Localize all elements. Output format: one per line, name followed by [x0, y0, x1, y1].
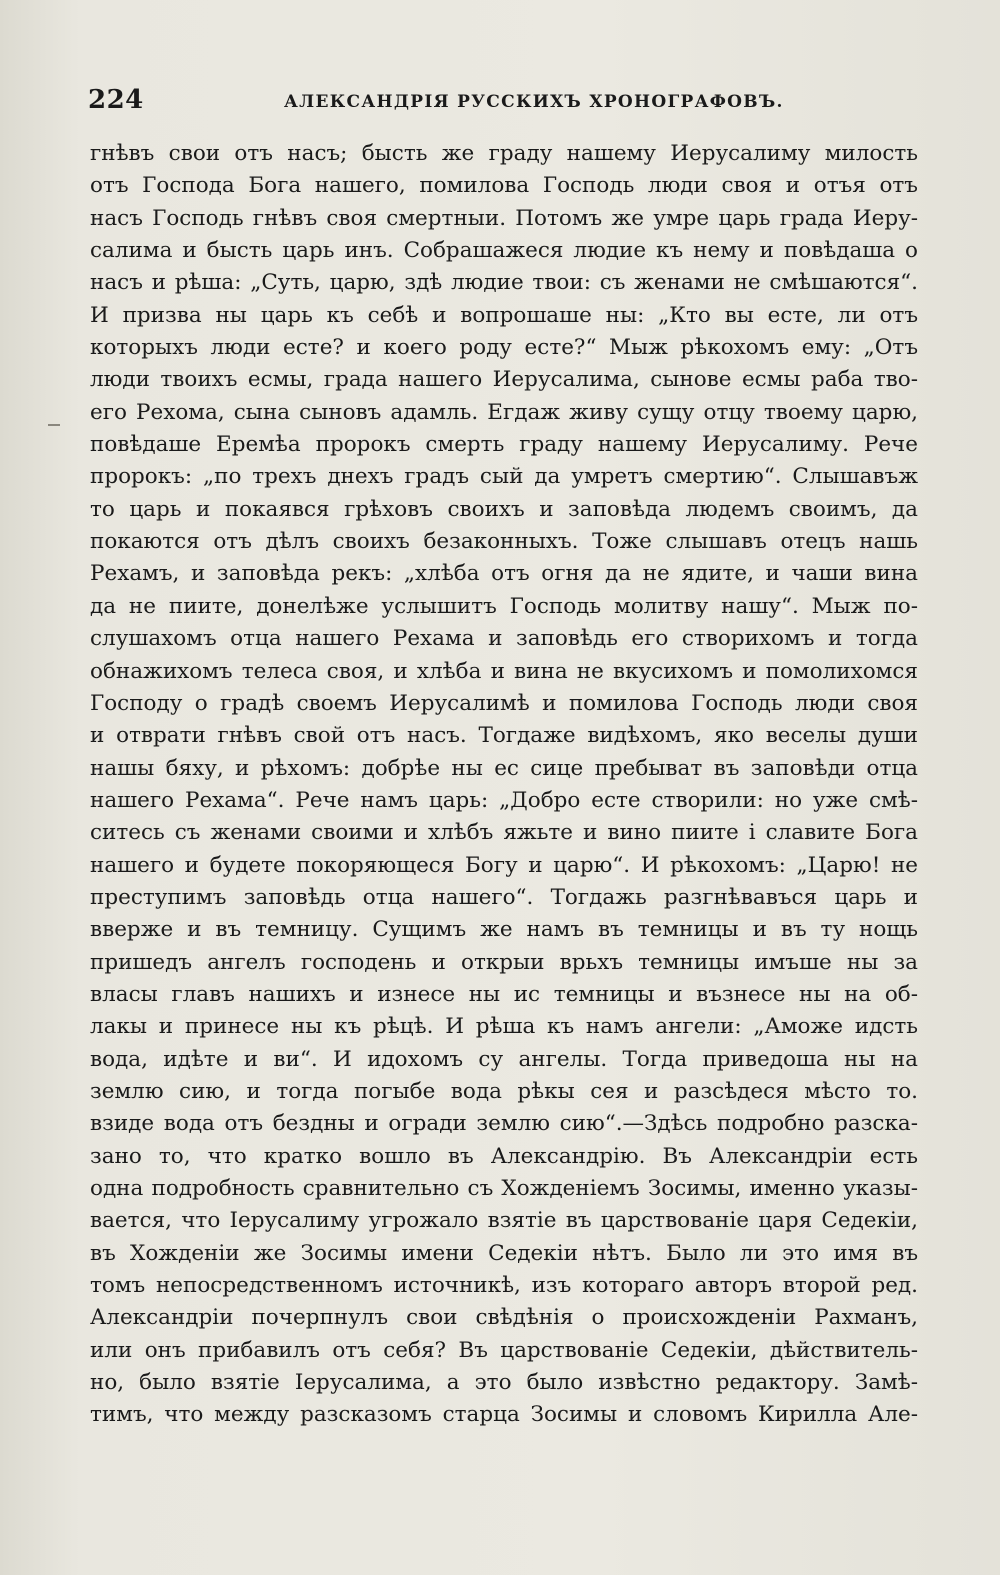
text-line: или онъ прибавилъ отъ себя? Въ царствованіе Седекіи, дѣйствитель- — [90, 1337, 918, 1363]
text-line: насъ Господь гнѣвъ своя смертныи. Потомъ же умре царь града Иеру- — [90, 205, 918, 231]
text-line: пришедъ ангелъ господень и открыи врьхъ темницы имъше ны за — [90, 949, 918, 975]
text-line: гнѣвъ свои отъ насъ; бысть же граду нашему Иерусалиму милость — [90, 141, 918, 166]
text-line: зано то, что кратко вошло въ Александрію. Въ Александріи есть — [90, 1143, 918, 1169]
text-line: тимъ, что между разсказомъ старца Зосимы и словомъ Кирилла Але- — [90, 1402, 918, 1428]
text-line: покаются отъ дѣлъ своихъ безаконныхъ. Тоже слышавъ отецъ нашь — [90, 529, 918, 555]
text-line: повѣдаше Еремѣа пророкъ смерть граду нашему Иерусалиму. Рече — [90, 432, 918, 458]
text-line: И призва ны царь къ себѣ и вопрошаше ны: „Кто вы есте, ли отъ — [90, 302, 918, 328]
text-line: Рехамъ, и заповѣда рекъ: „хлѣба отъ огня да не ядите, и чаши вина — [90, 561, 918, 587]
text-line: и отврати гнѣвъ свой отъ насъ. Тогдаже видѣхомъ, яко веселы души — [90, 723, 918, 749]
text-line: да не пиите, донелѣже услышитъ Господь молитву нашу“. Мыж по- — [90, 593, 918, 619]
text-line: вается, что Іерусалиму угрожало взятіе въ царствованіе царя Седекіи, — [90, 1208, 918, 1234]
text-line: слушахомъ отца нашего Рехама и заповѣдь его створихомъ и тогда — [90, 626, 918, 652]
text-line: землю сию, и тогда погыбе вода рѣкы сея и разсѣдеся мѣсто то. — [90, 1078, 918, 1104]
text-line: одна подробность сравнительно съ Хожденіемъ Зосимы, именно указы- — [90, 1176, 918, 1201]
text-line: вверже и въ темницу. Сущимъ же намъ въ темницы и въ ту нощь — [90, 917, 918, 943]
text-line: вода, идѣте и ви“. И идохомъ су ангелы. Тогда приведоша ны на — [90, 1046, 918, 1072]
text-line: нашего и будете покоряющеся Богу и царю“. И рѣкохомъ: „Царю! не — [90, 852, 918, 878]
text-line: люди твоихъ есмы, града нашего Иерусалима, сынове есмы раба тво- — [90, 367, 918, 393]
text-line: насъ и рѣша: „Суть, царю, здѣ людие твои: съ женами не смѣшаются“. — [90, 270, 918, 296]
text-line: которыхъ люди есте? и коего роду есте?“ Мыж рѣкохомъ ему: „Отъ — [90, 335, 918, 361]
text-line: Господу о градѣ своемъ Иерусалимѣ и помилова Господь люди своя — [90, 690, 918, 716]
text-line: лакы и принесе ны къ рѣцѣ. И рѣша къ намъ ангели: „Аможе идсть — [90, 1014, 918, 1040]
text-line: преступимъ заповѣдь отца нашего“. Тогдажь разгнѣвавъся царь и — [90, 884, 918, 910]
text-line: въ Хожденіи же Зосимы имени Седекіи нѣтъ. Было ли это имя въ — [90, 1240, 918, 1266]
text-line: обнажихомъ телеса своя, и хлѣба и вина не вкусихомъ и помолихомся — [90, 658, 918, 684]
text-line: взиде вода отъ бездны и огради землю сию“.—Здѣсь подробно разска- — [90, 1111, 918, 1137]
text-line: то царь и покаявся грѣховъ своихъ и заповѣда людемъ своимъ, да — [90, 496, 918, 522]
text-line: его Рехома, сына сыновъ адамль. Егдаж живу сущу отцу твоему царю, — [90, 399, 918, 425]
page-number: 224 — [88, 85, 144, 115]
body-text — [90, 138, 918, 1432]
text-line: пророкъ: „по трехъ днехъ градъ сый да умретъ смертию“. Слышавъж — [90, 464, 918, 490]
text-line: томъ непосредственномъ источникѣ, изъ котораго авторъ второй ред. — [90, 1273, 918, 1299]
text-line: салима и бысть царь инъ. Собрашажеся людие къ нему и повѣдаша о — [90, 238, 918, 264]
page-header — [88, 85, 918, 125]
text-line: отъ Господа Бога нашего, помилова Господь люди своя и отъя отъ — [90, 173, 918, 199]
text-line: нашы бяху, и рѣхомъ: добрѣе ны ес сице пребыват въ заповѣди отца — [90, 755, 918, 781]
margin-mark — [48, 424, 60, 426]
text-line: нашего Рехама“. Рече намъ царь: „Добро есте створили: но уже смѣ- — [90, 787, 918, 813]
text-line: Александріи почерпнулъ свои свѣдѣнія о происхожденіи Рахманъ, — [90, 1305, 918, 1331]
text-line: власы главъ нашихъ и изнесе ны ис темницы и възнесе ны на об- — [90, 981, 918, 1007]
text-line: но, было взятіе Іерусалима, а это было извѣстно редактору. Замѣ- — [90, 1370, 918, 1396]
text-line: ситесь съ женами своими и хлѣбъ яжьте и вино пиите і славите Бога — [90, 820, 918, 846]
running-title: АЛЕКСАНДРІЯ РУССКИХЪ ХРОНОГРАФОВЪ. — [284, 92, 784, 112]
